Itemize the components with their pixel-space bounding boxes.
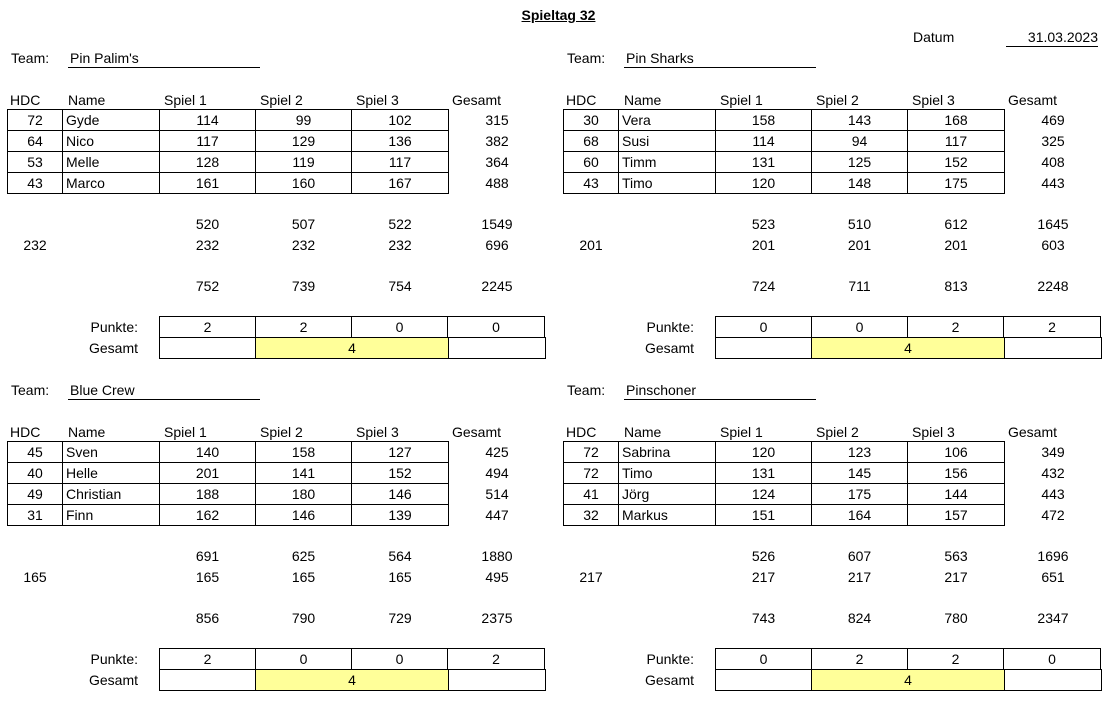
player-spiel2: 99	[295, 112, 312, 128]
punkte-label: Punkte:	[646, 651, 694, 667]
player-hdc: 43	[583, 175, 599, 191]
header-total: Gesamt	[1008, 424, 1058, 440]
player-hdc: 64	[27, 133, 43, 149]
header-s1: Spiel 1	[164, 92, 207, 108]
hdc-total: 201	[579, 237, 603, 253]
gesamt-cell-right	[1004, 337, 1102, 359]
punkte-cell: 0	[255, 648, 352, 670]
player-total: 443	[1041, 175, 1065, 191]
punkte-cell: 2	[159, 316, 256, 338]
header-s3: Spiel 3	[912, 424, 955, 440]
header-name: Name	[68, 92, 106, 108]
sum-spiel1: 526	[751, 548, 776, 564]
player-spiel3: 175	[944, 175, 968, 191]
header-total: Gesamt	[452, 92, 502, 108]
player-spiel1: 117	[196, 133, 219, 149]
player-total: 432	[1041, 465, 1065, 481]
player-name: Christian	[66, 486, 122, 502]
player-spiel1: 162	[195, 507, 220, 523]
player-name: Finn	[66, 507, 94, 523]
punkte-cell: 0	[1003, 648, 1101, 670]
hdc_row-spiel1: 201	[751, 237, 776, 253]
player-hdc: 72	[583, 465, 599, 481]
player-spiel2: 148	[847, 175, 872, 191]
player-spiel1: 131	[751, 465, 776, 481]
player-spiel2: 125	[847, 154, 872, 170]
hdc-total: 165	[23, 569, 47, 585]
team-label: Team:	[567, 50, 606, 66]
player-spiel2: 175	[847, 486, 872, 502]
final-spiel1: 752	[195, 278, 220, 294]
player-spiel2: 146	[291, 507, 316, 523]
player-hdc: 72	[27, 112, 43, 128]
gesamt-points: 4	[255, 669, 449, 691]
header-hdc: HDC	[10, 424, 41, 440]
punkte-cell: 0	[351, 648, 448, 670]
hdc-total: 217	[579, 569, 603, 585]
sum-spiel3: 522	[388, 216, 412, 232]
team-name: Pin Sharks	[624, 50, 816, 68]
player-hdc: 68	[583, 133, 599, 149]
sum-total: 1645	[1037, 216, 1069, 232]
player-spiel2: 119	[292, 154, 315, 170]
team-section	[10, 50, 555, 380]
player-spiel3: 144	[944, 486, 968, 502]
player-spiel3: 106	[944, 444, 968, 460]
header-total: Gesamt	[1008, 92, 1058, 108]
header-s2: Spiel 2	[260, 424, 303, 440]
player-spiel2: 145	[847, 465, 872, 481]
player-spiel2: 141	[291, 465, 316, 481]
final-spiel3: 780	[944, 610, 968, 626]
player-spiel1: 120	[751, 175, 776, 191]
player-name: Susi	[622, 133, 650, 149]
hdc_row-total: 603	[1041, 237, 1065, 253]
player-hdc: 43	[27, 175, 43, 191]
player-total: 443	[1041, 486, 1065, 502]
sum-spiel3: 564	[388, 548, 412, 564]
gesamt-points: 4	[811, 337, 1005, 359]
gesamt-cell-right	[448, 337, 546, 359]
header-s1: Spiel 1	[720, 92, 763, 108]
gesamt-points: 4	[811, 669, 1005, 691]
final-spiel3: 754	[388, 278, 412, 294]
gesamt-label: Gesamt	[88, 340, 138, 356]
gesamt-points: 4	[255, 337, 449, 359]
punkte-cell: 2	[907, 648, 1004, 670]
player-spiel3: 168	[944, 112, 968, 128]
final-total: 2245	[481, 278, 513, 294]
player-spiel1: 114	[752, 133, 775, 149]
player-name: Markus	[622, 507, 668, 523]
player-name: Jörg	[622, 486, 650, 502]
header-total: Gesamt	[452, 424, 502, 440]
gesamt-cell-right	[1004, 669, 1102, 691]
punkte-cell: 0	[351, 316, 448, 338]
player-name: Vera	[622, 112, 651, 128]
team-label: Team:	[11, 382, 50, 398]
player-total: 494	[485, 465, 509, 481]
final-spiel1: 724	[751, 278, 776, 294]
hdc_row-spiel2: 217	[847, 569, 872, 585]
final-spiel3: 813	[944, 278, 968, 294]
header-hdc: HDC	[10, 92, 41, 108]
player-total: 514	[485, 486, 509, 502]
header-hdc: HDC	[566, 424, 597, 440]
player-total: 425	[485, 444, 509, 460]
header-s3: Spiel 3	[912, 92, 955, 108]
header-s3: Spiel 3	[356, 92, 399, 108]
team-section	[10, 382, 555, 712]
sum-spiel2: 507	[291, 216, 316, 232]
player-name: Timo	[622, 175, 653, 191]
punkte-cell: 2	[1003, 316, 1101, 338]
player-name: Nico	[66, 133, 95, 149]
punkte-cell: 2	[159, 648, 256, 670]
team-label: Team:	[567, 382, 606, 398]
player-hdc: 32	[583, 507, 599, 523]
sum-spiel1: 691	[195, 548, 220, 564]
page-title: Spieltag 32	[521, 7, 596, 23]
punkte-cell: 0	[811, 316, 908, 338]
punkte-label: Punkte:	[90, 651, 138, 667]
player-spiel1: 161	[195, 175, 220, 191]
player-hdc: 40	[27, 465, 43, 481]
sum-spiel2: 625	[291, 548, 316, 564]
sum-spiel2: 607	[847, 548, 872, 564]
final-spiel2: 824	[847, 610, 872, 626]
player-spiel3: 117	[944, 133, 968, 149]
header-s1: Spiel 1	[164, 424, 207, 440]
punkte-label: Punkte:	[90, 319, 138, 335]
player-spiel3: 146	[388, 486, 412, 502]
player-hdc: 41	[583, 486, 599, 502]
date-label: Datum	[913, 29, 955, 45]
hdc_row-spiel1: 165	[195, 569, 220, 585]
player-hdc: 53	[27, 154, 43, 170]
player-spiel3: 102	[388, 112, 412, 128]
gesamt-cell-left	[715, 337, 812, 359]
gesamt-cell-left	[715, 669, 812, 691]
gesamt-label: Gesamt	[88, 672, 138, 688]
header-s2: Spiel 2	[260, 92, 303, 108]
punkte-cell: 0	[715, 316, 812, 338]
final-total: 2248	[1037, 278, 1069, 294]
player-spiel2: 180	[291, 486, 316, 502]
punkte-cell: 2	[447, 648, 545, 670]
player-hdc: 30	[583, 112, 599, 128]
hdc_row-spiel3: 165	[388, 569, 412, 585]
player-hdc: 49	[27, 486, 43, 502]
player-spiel3: 117	[388, 154, 412, 170]
player-spiel2: 94	[851, 133, 868, 149]
date-value: 31.03.2023	[1006, 29, 1098, 47]
player-total: 364	[485, 154, 509, 170]
player-spiel1: 188	[195, 486, 220, 502]
player-spiel3: 157	[944, 507, 968, 523]
punkte-cell: 2	[255, 316, 352, 338]
player-spiel1: 140	[195, 444, 220, 460]
hdc_row-spiel3: 217	[944, 569, 968, 585]
punkte-cell: 0	[715, 648, 812, 670]
header-hdc: HDC	[566, 92, 597, 108]
header-name: Name	[624, 92, 662, 108]
player-total: 472	[1041, 507, 1065, 523]
sum-spiel2: 510	[847, 216, 872, 232]
player-spiel3: 167	[388, 175, 412, 191]
team-section	[566, 50, 1111, 380]
team-name: Blue Crew	[68, 382, 260, 400]
sum-spiel3: 612	[944, 216, 968, 232]
player-spiel2: 123	[847, 444, 872, 460]
player-spiel1: 131	[751, 154, 776, 170]
hdc_row-spiel3: 232	[388, 237, 412, 253]
hdc_row-total: 495	[485, 569, 509, 585]
punkte-cell: 2	[907, 316, 1004, 338]
final-spiel1: 856	[195, 610, 220, 626]
header-s2: Spiel 2	[816, 424, 859, 440]
team-section	[566, 382, 1111, 712]
player-total: 408	[1041, 154, 1065, 170]
player-name: Melle	[66, 154, 100, 170]
team-name: Pinschoner	[624, 382, 816, 400]
player-spiel2: 129	[291, 133, 316, 149]
player-spiel2: 143	[847, 112, 872, 128]
player-spiel1: 124	[751, 486, 776, 502]
header-s3: Spiel 3	[356, 424, 399, 440]
gesamt-cell-right	[448, 669, 546, 691]
team-label: Team:	[11, 50, 50, 66]
hdc_row-spiel2: 165	[291, 569, 316, 585]
player-total: 325	[1041, 133, 1065, 149]
hdc_row-total: 696	[485, 237, 509, 253]
punkte-cell: 2	[811, 648, 908, 670]
sum-total: 1549	[481, 216, 513, 232]
player-name: Helle	[66, 465, 98, 481]
player-name: Sabrina	[622, 444, 671, 460]
player-spiel1: 158	[751, 112, 776, 128]
header-s2: Spiel 2	[816, 92, 859, 108]
hdc_row-spiel2: 232	[291, 237, 316, 253]
gesamt-label: Gesamt	[644, 340, 694, 356]
player-spiel3: 152	[944, 154, 968, 170]
hdc_row-spiel1: 217	[751, 569, 776, 585]
final-spiel3: 729	[388, 610, 412, 626]
sum-total: 1880	[481, 548, 513, 564]
header-s1: Spiel 1	[720, 424, 763, 440]
team-name: Pin Palim's	[68, 50, 260, 68]
header-name: Name	[68, 424, 106, 440]
player-name: Timm	[622, 154, 657, 170]
player-hdc: 45	[27, 444, 43, 460]
player-spiel3: 139	[388, 507, 412, 523]
hdc_row-spiel2: 201	[847, 237, 872, 253]
final-total: 2347	[1037, 610, 1069, 626]
player-total: 349	[1041, 444, 1065, 460]
player-spiel1: 151	[751, 507, 776, 523]
player-hdc: 72	[583, 444, 599, 460]
gesamt-cell-left	[159, 337, 256, 359]
final-spiel2: 711	[848, 278, 871, 294]
player-spiel1: 128	[195, 154, 220, 170]
player-name: Timo	[622, 465, 653, 481]
player-spiel3: 127	[388, 444, 412, 460]
player-spiel3: 136	[388, 133, 412, 149]
player-spiel3: 152	[388, 465, 412, 481]
player-name: Gyde	[66, 112, 100, 128]
player-spiel2: 158	[291, 444, 316, 460]
header-name: Name	[624, 424, 662, 440]
hdc_row-total: 651	[1041, 569, 1065, 585]
player-total: 447	[485, 507, 509, 523]
player-name: Sven	[66, 444, 98, 460]
final-spiel1: 743	[751, 610, 776, 626]
hdc_row-spiel3: 201	[944, 237, 968, 253]
sum-total: 1696	[1037, 548, 1069, 564]
player-total: 315	[485, 112, 509, 128]
final-total: 2375	[481, 610, 513, 626]
player-total: 382	[485, 133, 509, 149]
punkte-label: Punkte:	[646, 319, 694, 335]
player-total: 488	[485, 175, 509, 191]
player-spiel3: 156	[944, 465, 968, 481]
player-spiel1: 201	[195, 465, 220, 481]
player-name: Marco	[66, 175, 105, 191]
player-spiel1: 120	[751, 444, 776, 460]
sum-spiel1: 523	[751, 216, 776, 232]
final-spiel2: 739	[291, 278, 316, 294]
punkte-cell: 0	[447, 316, 545, 338]
player-spiel2: 164	[847, 507, 872, 523]
sum-spiel3: 563	[944, 548, 968, 564]
player-total: 469	[1041, 112, 1065, 128]
player-hdc: 60	[583, 154, 599, 170]
final-spiel2: 790	[291, 610, 316, 626]
gesamt-label: Gesamt	[644, 672, 694, 688]
sum-spiel1: 520	[195, 216, 220, 232]
player-spiel2: 160	[291, 175, 316, 191]
player-hdc: 31	[27, 507, 43, 523]
gesamt-cell-left	[159, 669, 256, 691]
hdc-total: 232	[23, 237, 47, 253]
player-spiel1: 114	[196, 112, 219, 128]
hdc_row-spiel1: 232	[195, 237, 220, 253]
